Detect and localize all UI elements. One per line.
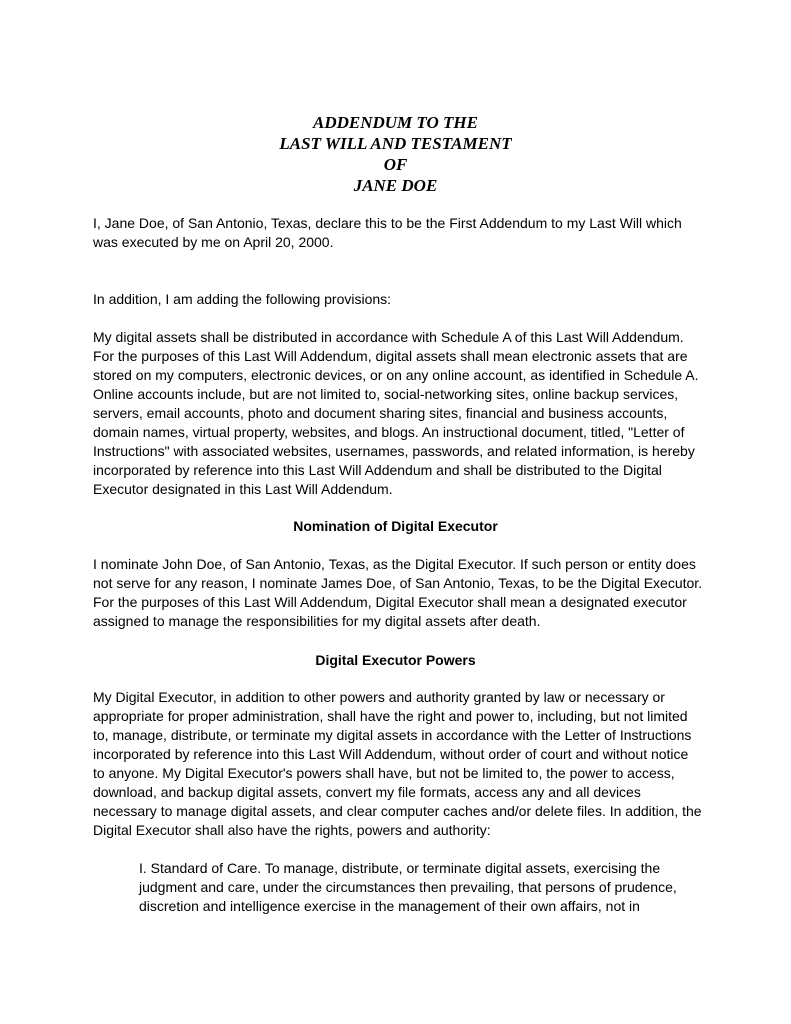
powers-paragraph: My Digital Executor, in addition to other powers and authority granted by law or necessary or appropriate for proper administration, shall have the right and power to, including, but not limited to, manage, distribute, or terminate my digital assets in accordance with the Letter of Instructions incorporated by reference into this Last Will Addendum, without order of court and without notice to anyone. My Digital Executor's powers shall have, but not be limited to, the power to access, download, and backup digital assets, convert my file formats, access any and all devices necessary to manage digital assets, and clear computer caches and/or delete files. In addition, the Digital Executor shall also have the rights, powers and authority:: [93, 689, 702, 838]
heading-powers: Digital Executor Powers: [315, 652, 476, 668]
heading-nomination: Nomination of Digital Executor: [293, 518, 498, 534]
addition-paragraph: In addition, I am adding the following provisions:: [93, 291, 392, 307]
digital-assets-paragraph: My digital assets shall be distributed in accordance with Schedule A of this Last Will Addendum. For the purposes of this Last Will Addendum, digital assets shall mean electronic assets that are stored on my computers, electronic devices, or on any online account, as identified in Schedule A. Online accounts include, but are not limited to, social-networking sites, online backup services, servers, email accounts, photo and document sharing sites, financial and business accounts, domain names, virtual property, websites, and blogs. An instructional document, titled, "Letter of Instructions" with associated websites, usernames, passwords, and related information, is hereby incorporated by reference into this Last Will Addendum and shall be distributed to the Digital Executor designated in this Last Will Addendum.: [93, 329, 699, 497]
standard-of-care-paragraph: I. Standard of Care. To manage, distribute, or terminate digital assets, exercising the judgment and care, under the circumstances then prevailing, that persons of prudence, discretion and intelligence exercise in the management of their own affairs, not in: [139, 860, 677, 914]
title-line: LAST WILL AND TESTAMENT: [279, 134, 512, 153]
nomination-paragraph: I nominate John Doe, of San Antonio, Texas, as the Digital Executor. If such person or entity does not serve for any reason, I nominate James Doe, of San Antonio, Texas, to be the Digital Executor. For the purposes of this Last Will Addendum, Digital Executor shall mean a designated executor assigned to manage the responsibilities for my digital assets after death.: [93, 556, 703, 629]
document-title: [0, 112, 791, 196]
title-line: OF: [383, 155, 408, 174]
title-line: ADDENDUM TO THE: [313, 113, 478, 132]
intro-paragraph: I, Jane Doe, of San Antonio, Texas, declare this to be the First Addendum to my Last Will which was executed by me on April 20, 2000.: [93, 215, 682, 250]
title-line: JANE DOE: [353, 176, 438, 195]
